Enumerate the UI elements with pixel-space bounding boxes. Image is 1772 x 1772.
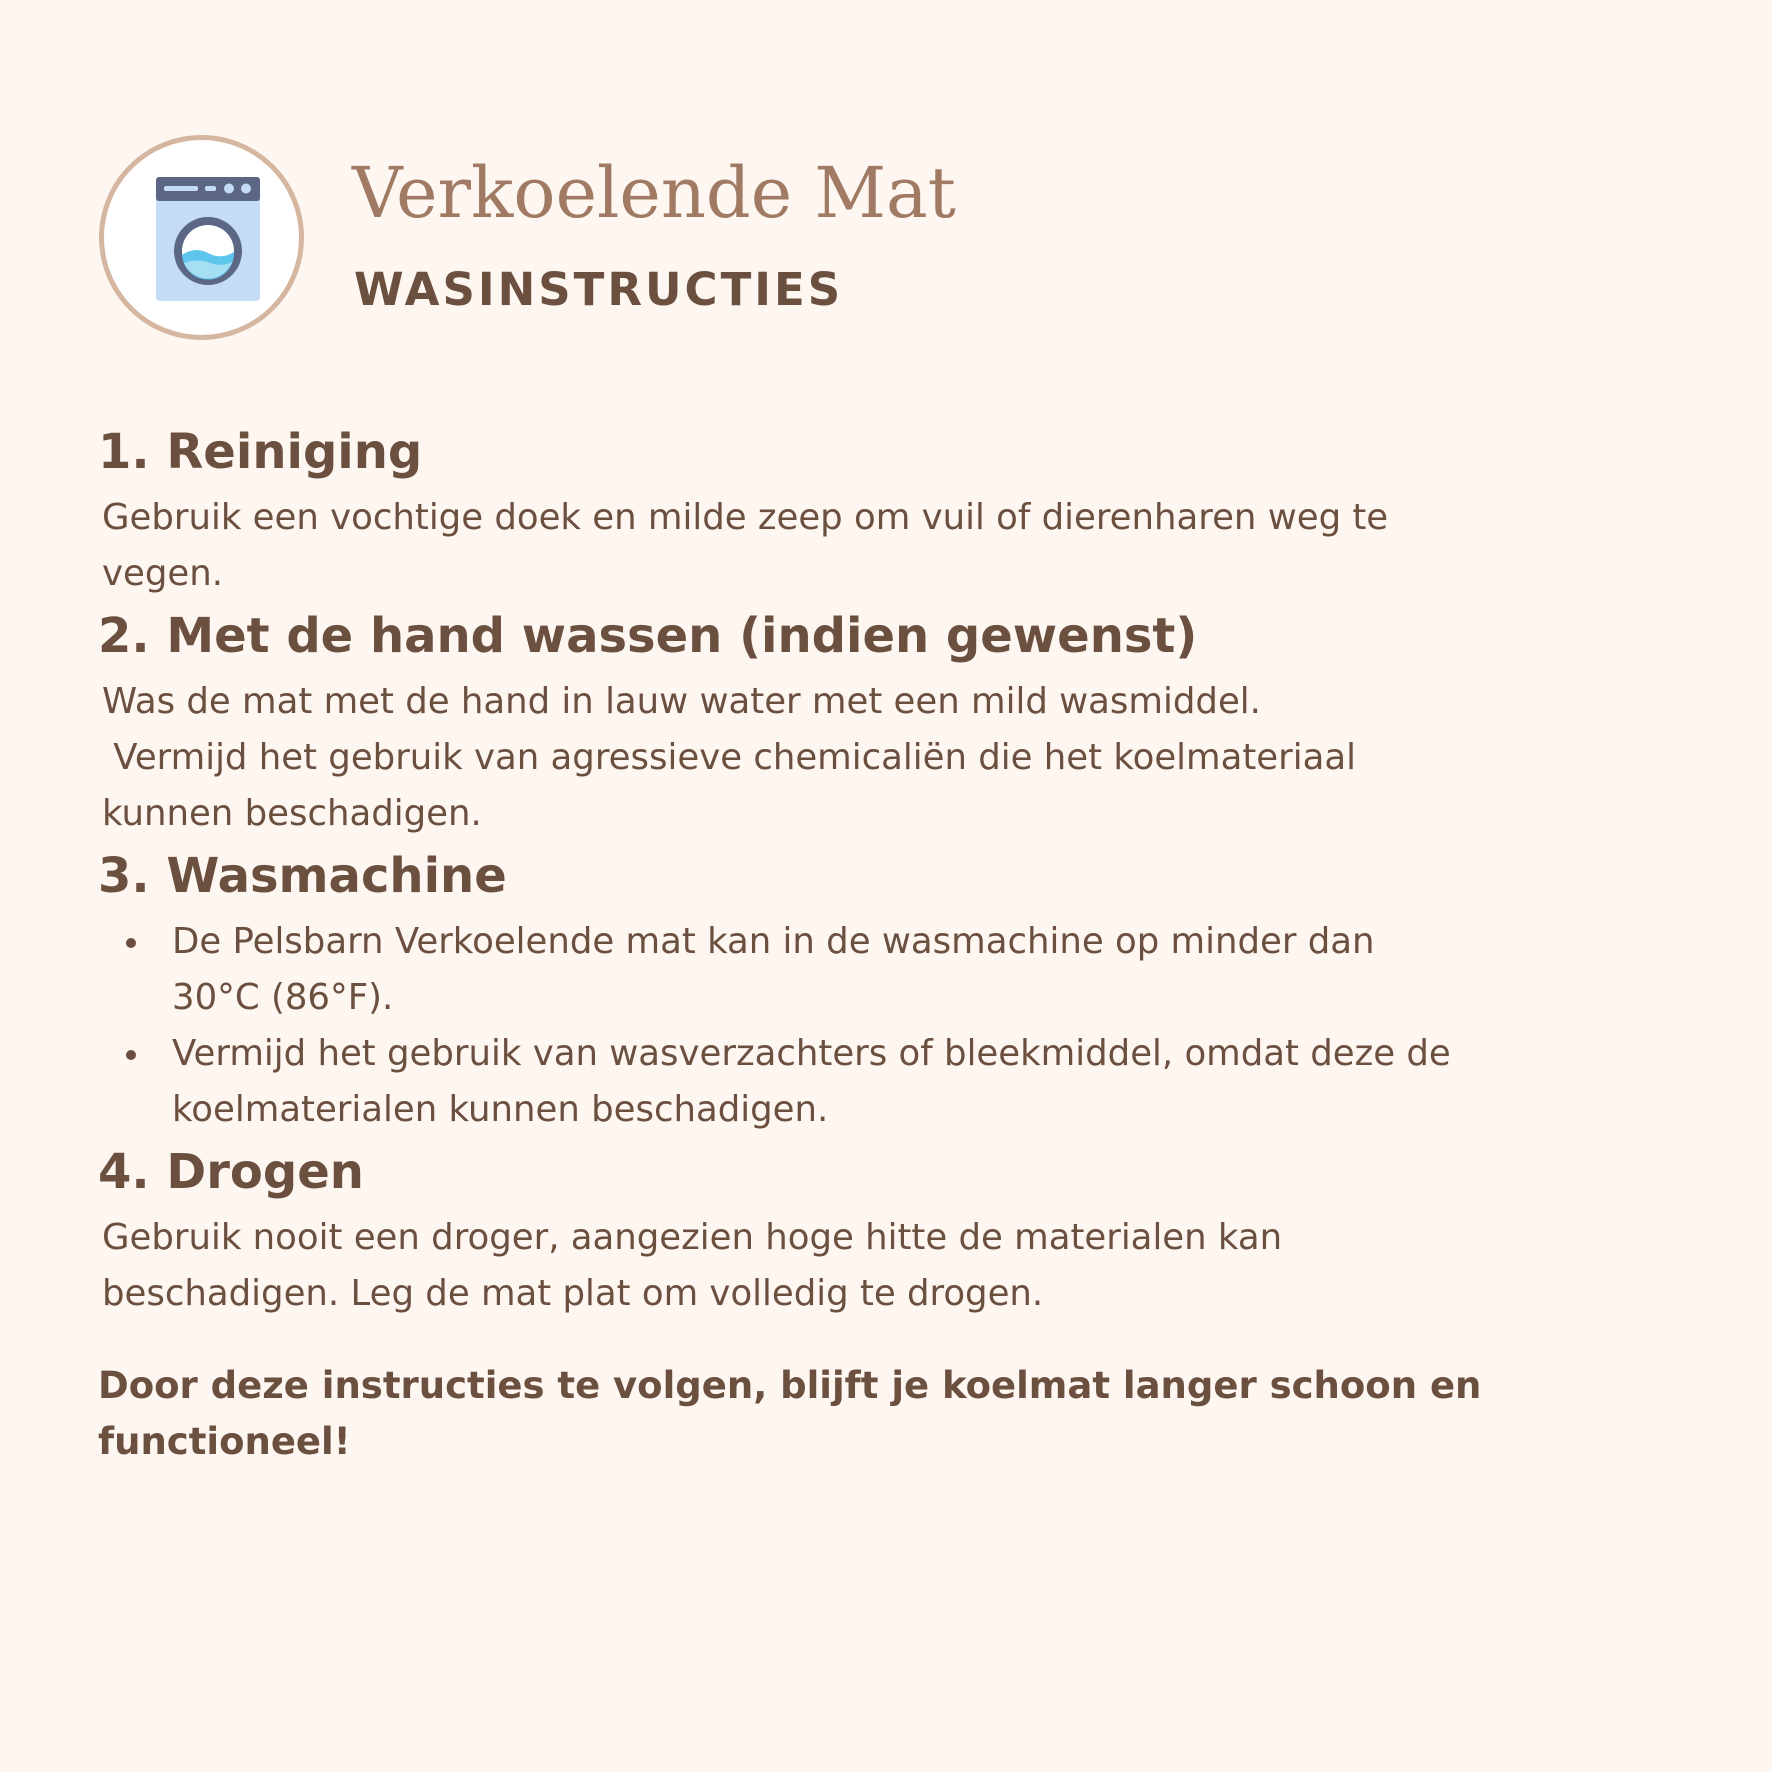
section-text-drogen xyxy=(98,1210,1698,1322)
logo-circle xyxy=(99,135,304,340)
text-line: Was de mat met de hand in lauw water met een mild wasmiddel. xyxy=(102,681,1261,722)
text-line: Vermijd het gebruik van agressieve chemicaliën die het koelmateriaal xyxy=(102,737,1356,778)
text-line: 30°C (86°F). xyxy=(172,977,394,1018)
list-item xyxy=(98,914,1698,1026)
text-line: kunnen beschadigen. xyxy=(102,793,482,834)
text-line: Door deze instructies te volgen, blijft je koelmat langer schoon en xyxy=(98,1364,1482,1407)
text-line: Gebruik een vochtige doek en milde zeep om vuil of dierenharen weg te xyxy=(102,497,1389,538)
closing-note xyxy=(98,1358,1698,1470)
text-line: Vermijd het gebruik van wasverzachters of bleekmiddel, omdat deze de xyxy=(172,1033,1451,1074)
text-line: vegen. xyxy=(102,553,224,594)
text-line: Gebruik nooit een droger, aangezien hoge hitte de materialen kan xyxy=(102,1217,1283,1258)
text-line: De Pelsbarn Verkoelende mat kan in de wasmachine op minder dan xyxy=(172,921,1375,962)
page-subtitle: WASINSTRUCTIES xyxy=(354,263,844,316)
bullet-dot-icon xyxy=(126,938,136,948)
bullet-dot-icon xyxy=(126,1050,136,1060)
section-text-handwas xyxy=(98,674,1698,842)
list-item xyxy=(98,1026,1698,1138)
washing-machine-icon xyxy=(154,175,262,303)
instructions-content xyxy=(98,418,1698,1470)
page-title: Verkoelende Mat xyxy=(352,152,956,234)
section-heading-reiniging: 1. Reiniging xyxy=(98,424,423,480)
text-line: functioneel! xyxy=(98,1420,351,1463)
text-line: beschadigen. Leg de mat plat om volledig te drogen. xyxy=(102,1273,1044,1314)
section-heading-handwas: 2. Met de hand wassen (indien gewenst) xyxy=(98,608,1198,664)
text-line: koelmaterialen kunnen beschadigen. xyxy=(172,1089,829,1130)
section-heading-drogen: 4. Drogen xyxy=(98,1144,364,1200)
section-heading-wasmachine: 3. Wasmachine xyxy=(98,848,507,904)
section-text-reiniging xyxy=(98,490,1698,602)
wasmachine-bullet-list xyxy=(98,914,1698,1138)
